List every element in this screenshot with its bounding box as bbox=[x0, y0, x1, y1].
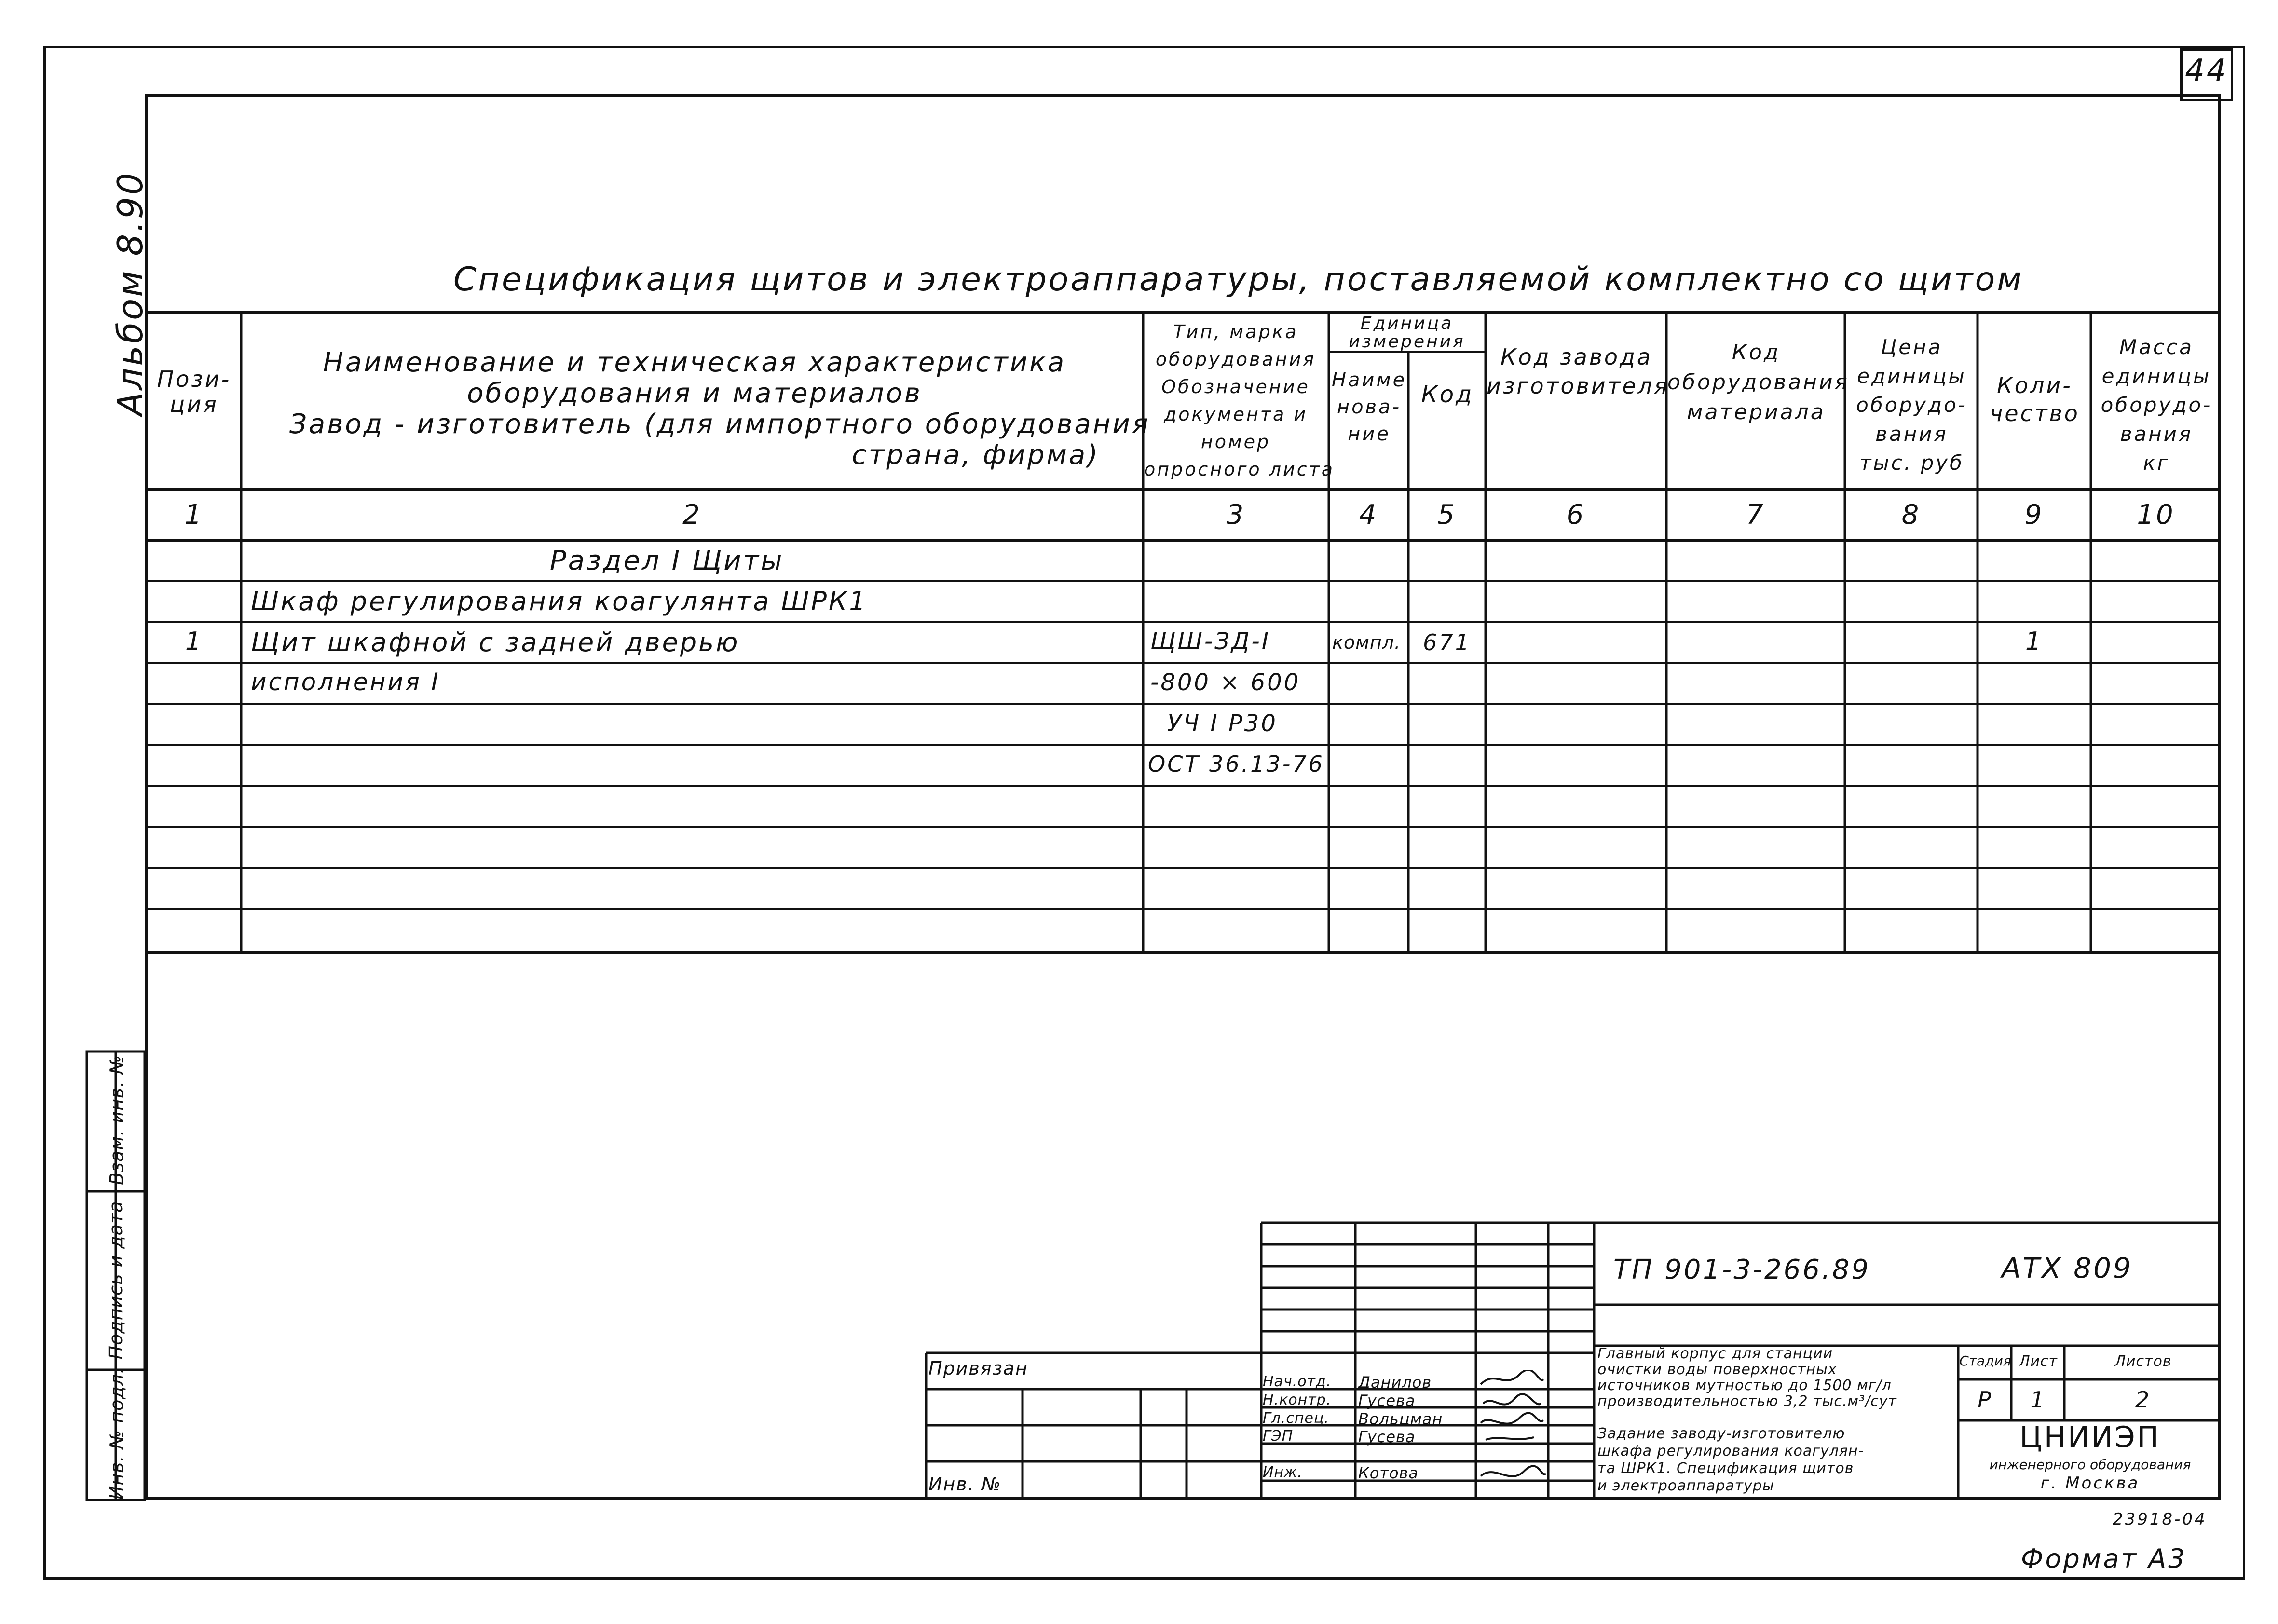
header-type-line: номер bbox=[1200, 431, 1271, 452]
page-title: Спецификация щитов и электроаппаратуры, поставляемой комплектно со щитом bbox=[453, 260, 2024, 299]
signature-name: Данилов bbox=[1358, 1373, 1432, 1392]
header-position-line: ция bbox=[170, 391, 218, 417]
signature-role: Инж. bbox=[1263, 1464, 1303, 1481]
stage-value: Р bbox=[1978, 1387, 1993, 1413]
header-type-line: Обозначение bbox=[1161, 376, 1310, 397]
header-factory-line: изготовителя bbox=[1487, 373, 1669, 399]
sheets-label: Листов bbox=[2114, 1353, 2172, 1370]
page-number: 44 bbox=[2185, 53, 2228, 89]
sheet-description bbox=[1597, 1425, 1864, 1495]
header-quantity-line: чество bbox=[1990, 400, 2080, 426]
signature-name: Вольцман bbox=[1358, 1410, 1443, 1428]
table-row-type: УЧ I Р30 bbox=[1167, 710, 1278, 737]
column-number: 6 bbox=[1566, 499, 1586, 531]
project-desc-line: Главный корпус для станции bbox=[1597, 1345, 1833, 1362]
project-description bbox=[1597, 1346, 1897, 1409]
project-desc-line: производительностью 3,2 тыс.м³/сут bbox=[1597, 1393, 1897, 1410]
bound-label: Привязан bbox=[928, 1358, 1028, 1379]
column-number: 3 bbox=[1226, 499, 1246, 531]
sheet-desc-line: шкафа регулирования коагулян- bbox=[1597, 1443, 1864, 1460]
header-mass-line: Масса bbox=[2119, 335, 2194, 359]
header-price-line: тыс. руб bbox=[1859, 451, 1964, 475]
header-price-line: Цена bbox=[1881, 335, 1943, 359]
column-number: 10 bbox=[2137, 499, 2175, 531]
project-desc-line: источников мутностью до 1500 мг/л bbox=[1597, 1377, 1892, 1394]
header-unit-line: измерения bbox=[1349, 332, 1465, 352]
signature-name: Гусева bbox=[1358, 1392, 1416, 1410]
header-name-line: Наименование и техническая характеристика bbox=[323, 347, 1066, 378]
header-name-line: страна, фирма) bbox=[851, 439, 1100, 471]
inv-label: Инв. № bbox=[928, 1474, 1002, 1495]
column-number: 9 bbox=[2024, 499, 2044, 531]
table-row-name: Щит шкафной с задней дверью bbox=[251, 627, 740, 657]
header-unit-line: Единица bbox=[1360, 314, 1454, 333]
signature-role: ГЭП bbox=[1263, 1428, 1294, 1445]
header-type-line: документа и bbox=[1163, 404, 1308, 425]
stamp-inv-original: Инв. № подл. bbox=[106, 1367, 127, 1500]
header-unit-name-line: ние bbox=[1348, 423, 1391, 445]
header-name-line: Завод - изготовитель (для импортного оборудования bbox=[289, 409, 1150, 440]
header-quantity-line: Коли- bbox=[1997, 372, 2073, 398]
header-name-line: оборудования и материалов bbox=[467, 378, 922, 409]
stage-label: Стадия bbox=[1959, 1353, 2011, 1369]
stamp-inv-replaced: Взам. инв. № bbox=[106, 1055, 127, 1186]
header-factory-line: Код завода bbox=[1500, 344, 1653, 370]
header-mass-line: кг bbox=[2143, 451, 2170, 475]
table-row-quantity: 1 bbox=[2025, 627, 2044, 656]
signature-role: Нач.отд. bbox=[1263, 1373, 1332, 1390]
sheet-label: Лист bbox=[2019, 1353, 2058, 1370]
bottom-note: 23918-04 bbox=[2113, 1510, 2207, 1529]
header-unit-name-line: Наиме bbox=[1331, 369, 1407, 391]
column-number: 5 bbox=[1437, 499, 1457, 531]
header-position-line: Пози- bbox=[157, 366, 232, 392]
section-heading: Раздел I Щиты bbox=[550, 545, 784, 576]
table-row-position: 1 bbox=[185, 627, 204, 656]
header-mass-line: единицы bbox=[2101, 364, 2211, 388]
table-row-type: -800 × 600 bbox=[1150, 669, 1301, 696]
header-mass-line: вания bbox=[2120, 422, 2193, 446]
signature-role: Гл.спец. bbox=[1263, 1410, 1329, 1427]
stamp-signature-date: Подпись и дата bbox=[105, 1201, 126, 1360]
sheets-value: 2 bbox=[2135, 1387, 2152, 1413]
header-type-line: оборудования bbox=[1155, 349, 1316, 370]
album-label: Альбом 8.90 bbox=[110, 171, 150, 416]
sheet-desc-line: Задание заводу-изготовителю bbox=[1597, 1425, 1845, 1442]
header-equipment-line: Код bbox=[1732, 340, 1781, 365]
header-equipment-line: материала bbox=[1687, 400, 1826, 424]
table-row-type: ЩШ-ЗД-I bbox=[1150, 628, 1270, 655]
signature-role: Н.контр. bbox=[1263, 1392, 1332, 1408]
signature-scribbles bbox=[1476, 1370, 1548, 1500]
column-number: 8 bbox=[1901, 499, 1921, 531]
table-row-name: Шкаф регулирования коагулянта ШРК1 bbox=[251, 586, 868, 616]
table-row-code: 671 bbox=[1423, 629, 1471, 655]
header-price-line: вания bbox=[1875, 422, 1948, 446]
column-number: 7 bbox=[1746, 499, 1765, 531]
org-name: ЦНИИЭП bbox=[2019, 1420, 2161, 1454]
header-unit-code: Код bbox=[1421, 381, 1474, 408]
header-type-line: опросного листа bbox=[1144, 459, 1335, 480]
album-code: АТХ 809 bbox=[2002, 1252, 2133, 1284]
header-price-line: оборудо- bbox=[1856, 393, 1967, 417]
table-row-type: ОСТ 36.13-76 bbox=[1148, 751, 1324, 777]
doc-code: ТП 901-3-266.89 bbox=[1613, 1254, 1870, 1285]
sheet-desc-line: и электроаппаратуры bbox=[1597, 1477, 1774, 1494]
column-number: 1 bbox=[184, 499, 204, 531]
column-number: 4 bbox=[1359, 499, 1378, 531]
header-price-line: единицы bbox=[1857, 364, 1966, 388]
sheet-desc-line: та ШРК1. Спецификация щитов bbox=[1597, 1460, 1854, 1477]
column-number: 2 bbox=[682, 499, 702, 531]
org-city: г. Москва bbox=[2040, 1474, 2140, 1493]
header-mass-line: оборудо- bbox=[2101, 393, 2212, 417]
sheet-value: 1 bbox=[2030, 1387, 2046, 1413]
signature-name: Гусева bbox=[1358, 1428, 1416, 1446]
project-desc-line: очистки воды поверхностных bbox=[1597, 1361, 1837, 1378]
table-row-name: исполнения I bbox=[251, 668, 440, 696]
signature-name: Котова bbox=[1358, 1464, 1419, 1482]
header-unit-name-line: нова- bbox=[1337, 396, 1402, 418]
format-label: Формат А3 bbox=[2021, 1543, 2187, 1574]
header-equipment-line: оборудования bbox=[1667, 370, 1850, 395]
table-row-unit: компл. bbox=[1332, 632, 1401, 653]
org-subtitle: инженерного оборудования bbox=[1989, 1457, 2191, 1473]
header-type-line: Тип, марка bbox=[1173, 321, 1298, 342]
